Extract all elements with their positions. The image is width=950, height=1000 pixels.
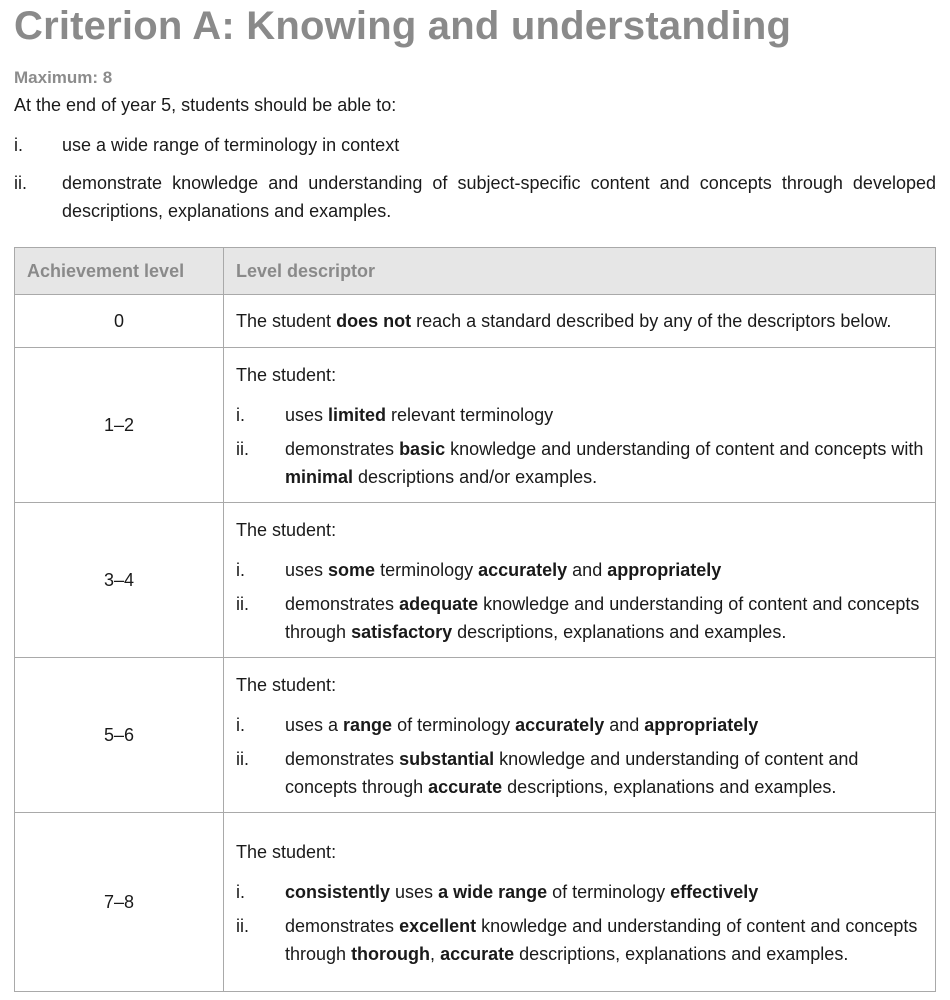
item-text-part: and bbox=[567, 560, 608, 580]
item-text-part: knowledge and understanding of content and concepts through bbox=[285, 594, 920, 642]
item-text-part: descriptions, explanations and examples. bbox=[514, 944, 849, 964]
intro-text: At the end of year 5, students should be able to: bbox=[14, 95, 397, 115]
item-text-part: knowledge and understanding of content and concepts through bbox=[285, 749, 859, 797]
descriptor-cell bbox=[224, 295, 936, 348]
item-number: ii. bbox=[236, 916, 249, 936]
achievement-level-cell: 5–6 bbox=[15, 658, 224, 813]
achievement-level-cell: 0 bbox=[15, 295, 224, 348]
maximum-score: Maximum: 8 bbox=[14, 68, 113, 87]
descriptor-cell bbox=[224, 348, 936, 503]
descriptor-item bbox=[236, 435, 935, 491]
table-header-row bbox=[15, 248, 936, 295]
item-text-part: descriptions and/or examples. bbox=[353, 467, 598, 487]
item-number: i. bbox=[236, 405, 245, 425]
descriptor-cell bbox=[224, 813, 936, 992]
item-text bbox=[285, 745, 935, 801]
descriptor-lead: The student: bbox=[236, 365, 337, 385]
objectives-list bbox=[14, 131, 936, 225]
table-row bbox=[15, 348, 936, 503]
item-bold: substantial bbox=[399, 749, 495, 769]
item-number: i. bbox=[236, 560, 245, 580]
achievement-level-cell: 7–8 bbox=[15, 813, 224, 992]
item-text-part: knowledge and understanding of content and concepts through bbox=[285, 916, 918, 964]
objective-text: demonstrate knowledge and understanding of subject-specific content and concepts through developed descriptions, explanations and examples. bbox=[62, 173, 936, 221]
item-text-part: uses bbox=[285, 405, 329, 425]
item-bold: basic bbox=[399, 439, 446, 459]
item-bold: appropriately bbox=[644, 715, 759, 735]
descriptor-item bbox=[236, 711, 935, 739]
table-row bbox=[15, 295, 936, 348]
header-achievement-level: Achievement level bbox=[15, 248, 224, 295]
objective-number: i. bbox=[14, 135, 23, 155]
item-bold: satisfactory bbox=[351, 622, 453, 642]
descriptor-lead: The student: bbox=[236, 675, 337, 695]
item-text-part: descriptions, explanations and examples. bbox=[502, 777, 837, 797]
item-text-part: uses bbox=[285, 560, 329, 580]
descriptor-item bbox=[236, 912, 935, 968]
header-level-descriptor: Level descriptor bbox=[224, 248, 936, 295]
item-text-part: terminology bbox=[375, 560, 479, 580]
item-bold: accurately bbox=[515, 715, 605, 735]
item-bold: consistently bbox=[285, 882, 391, 902]
objective-number: ii. bbox=[14, 173, 27, 193]
item-bold: some bbox=[328, 560, 376, 580]
item-number: i. bbox=[236, 882, 245, 902]
descriptor-item bbox=[236, 745, 935, 801]
descriptor-lead: The student: bbox=[236, 520, 337, 540]
descriptor-items bbox=[236, 711, 935, 801]
item-bold: appropriately bbox=[607, 560, 722, 580]
criterion-page bbox=[14, 0, 936, 964]
descriptor-items bbox=[236, 401, 935, 491]
item-text-part: uses a bbox=[285, 715, 344, 735]
item-text bbox=[285, 878, 935, 906]
item-bold: minimal bbox=[285, 467, 354, 487]
descriptor-item bbox=[236, 590, 935, 646]
item-bold: effectively bbox=[670, 882, 759, 902]
descriptor-cell bbox=[224, 503, 936, 658]
item-bold: accurate bbox=[440, 944, 515, 964]
descriptor-items bbox=[236, 878, 935, 968]
item-text-part: demonstrates bbox=[285, 749, 400, 769]
descriptor-text: The student bbox=[236, 311, 337, 331]
item-text bbox=[285, 590, 935, 646]
table-row bbox=[15, 503, 936, 658]
item-bold: a wide range bbox=[438, 882, 548, 902]
item-text-part: of terminology bbox=[547, 882, 671, 902]
item-text-part: and bbox=[604, 715, 645, 735]
page-title: Criterion A: Knowing and understanding bbox=[14, 4, 792, 48]
achievement-level-cell: 3–4 bbox=[15, 503, 224, 658]
item-text-part: descriptions, explanations and examples. bbox=[452, 622, 787, 642]
item-number: ii. bbox=[236, 749, 249, 769]
item-bold: thorough bbox=[351, 944, 431, 964]
rubric-table bbox=[14, 247, 936, 992]
item-text-part: demonstrates bbox=[285, 594, 400, 614]
item-number: ii. bbox=[236, 594, 249, 614]
descriptor-item bbox=[236, 401, 935, 429]
objective-item bbox=[14, 169, 936, 225]
item-text bbox=[285, 401, 935, 429]
descriptor-cell bbox=[224, 658, 936, 813]
descriptor-item bbox=[236, 878, 935, 906]
descriptor-bold: does not bbox=[336, 311, 412, 331]
item-text bbox=[285, 912, 935, 968]
objective-item bbox=[14, 131, 936, 159]
descriptor-item bbox=[236, 556, 935, 584]
objective-text: use a wide range of terminology in context bbox=[62, 135, 400, 155]
item-text-part: knowledge and understanding of content and concepts with bbox=[445, 439, 924, 459]
achievement-level-cell: 1–2 bbox=[15, 348, 224, 503]
item-bold: accurate bbox=[428, 777, 503, 797]
item-text-part: demonstrates bbox=[285, 916, 400, 936]
item-number: i. bbox=[236, 715, 245, 735]
item-text-part: demonstrates bbox=[285, 439, 400, 459]
item-bold: limited bbox=[328, 405, 387, 425]
item-text bbox=[285, 556, 935, 584]
item-number: ii. bbox=[236, 439, 249, 459]
table-row bbox=[15, 658, 936, 813]
table-row bbox=[15, 813, 936, 992]
item-bold: adequate bbox=[399, 594, 479, 614]
item-bold: range bbox=[343, 715, 393, 735]
item-text bbox=[285, 711, 935, 739]
item-text-part: , bbox=[430, 944, 441, 964]
item-bold: excellent bbox=[399, 916, 477, 936]
item-text-part: relevant terminology bbox=[386, 405, 554, 425]
descriptor-text: reach a standard described by any of the descriptors below. bbox=[411, 311, 892, 331]
item-text-part: uses bbox=[390, 882, 439, 902]
descriptor-items bbox=[236, 556, 935, 646]
descriptor-lead: The student: bbox=[236, 842, 337, 862]
item-text bbox=[285, 435, 935, 491]
item-text-part: of terminology bbox=[392, 715, 516, 735]
item-bold: accurately bbox=[478, 560, 568, 580]
